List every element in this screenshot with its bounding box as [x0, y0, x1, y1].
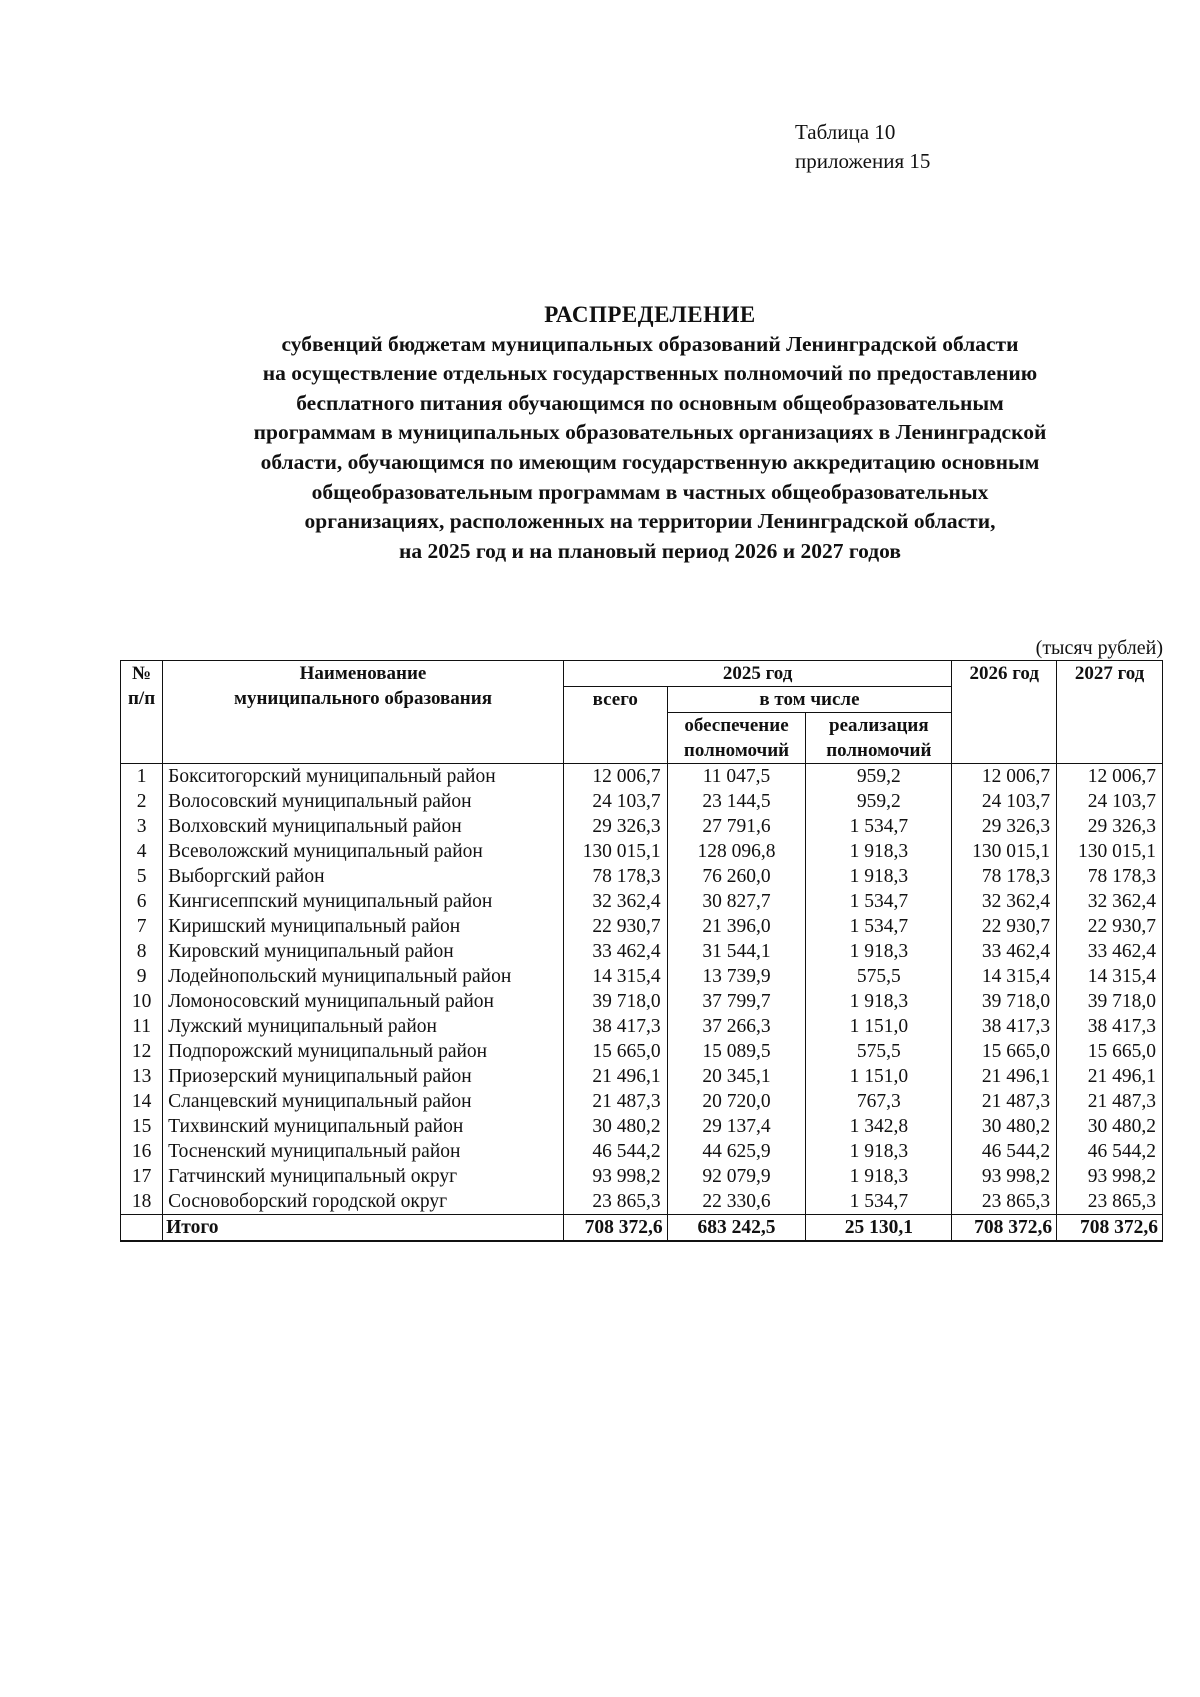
- title-line: организациях, расположенных на территории Ленинградской области,: [304, 509, 996, 534]
- realization-2025: 1 534,7: [806, 1189, 952, 1215]
- table-reference-note: [795, 118, 930, 176]
- total-2027: 130 015,1: [1057, 839, 1163, 864]
- total-2027: 30 480,2: [1057, 1114, 1163, 1139]
- document-title: [120, 300, 1180, 566]
- totals-realization: 25 130,1: [806, 1215, 952, 1242]
- total-2027: 32 362,4: [1057, 889, 1163, 914]
- realization-2025: 1 918,3: [806, 1164, 952, 1189]
- municipality-name: Лодейнопольский муниципальный район: [163, 964, 564, 989]
- row-number: 8: [121, 939, 163, 964]
- realization-2025: 1 534,7: [806, 914, 952, 939]
- municipality-name: Приозерский муниципальный район: [163, 1064, 564, 1089]
- provision-2025: 37 266,3: [667, 1014, 806, 1039]
- totals-2027: 708 372,6: [1057, 1215, 1163, 1242]
- header-number: № п/п: [121, 661, 163, 764]
- row-number: 3: [121, 814, 163, 839]
- title-heading: РАСПРЕДЕЛЕНИЕ: [544, 302, 756, 327]
- total-2026: 30 480,2: [952, 1114, 1057, 1139]
- total-2026: 14 315,4: [952, 964, 1057, 989]
- provision-2025: 31 544,1: [667, 939, 806, 964]
- total-2026: 39 718,0: [952, 989, 1057, 1014]
- table-row: [121, 1114, 1163, 1139]
- total-2026: 21 496,1: [952, 1064, 1057, 1089]
- provision-2025: 30 827,7: [667, 889, 806, 914]
- municipality-name: Бокситогорский муниципальный район: [163, 764, 564, 790]
- total-2026: 22 930,7: [952, 914, 1057, 939]
- realization-2025: 1 151,0: [806, 1014, 952, 1039]
- title-line: на 2025 год и на плановый период 2026 и 2027 годов: [399, 538, 901, 563]
- realization-2025: 1 918,3: [806, 839, 952, 864]
- provision-2025: 44 625,9: [667, 1139, 806, 1164]
- totals-total: 708 372,6: [563, 1215, 667, 1242]
- total-2026: 32 362,4: [952, 889, 1057, 914]
- table-row: [121, 1164, 1163, 1189]
- total-2026: 12 006,7: [952, 764, 1057, 790]
- municipality-name: Волховский муниципальный район: [163, 814, 564, 839]
- totals-num-cell: [121, 1215, 163, 1242]
- provision-2025: 20 345,1: [667, 1064, 806, 1089]
- total-2025: 21 487,3: [563, 1089, 667, 1114]
- municipality-name: Кингисеппский муниципальный район: [163, 889, 564, 914]
- municipality-name: Тосненский муниципальный район: [163, 1139, 564, 1164]
- total-2027: 23 865,3: [1057, 1189, 1163, 1215]
- total-2026: 93 998,2: [952, 1164, 1057, 1189]
- table-row: [121, 1014, 1163, 1039]
- provision-2025: 27 791,6: [667, 814, 806, 839]
- municipality-name: Подпорожский муниципальный район: [163, 1039, 564, 1064]
- table-row: [121, 839, 1163, 864]
- realization-2025: 575,5: [806, 964, 952, 989]
- realization-2025: 1 918,3: [806, 989, 952, 1014]
- provision-2025: 11 047,5: [667, 764, 806, 790]
- provision-2025: 21 396,0: [667, 914, 806, 939]
- row-number: 6: [121, 889, 163, 914]
- total-2027: 21 496,1: [1057, 1064, 1163, 1089]
- totals-2026: 708 372,6: [952, 1215, 1057, 1242]
- provision-2025: 76 260,0: [667, 864, 806, 889]
- row-number: 11: [121, 1014, 163, 1039]
- total-2025: 22 930,7: [563, 914, 667, 939]
- municipality-name: Ломоносовский муниципальный район: [163, 989, 564, 1014]
- total-2025: 24 103,7: [563, 789, 667, 814]
- header-realization: реализация полномочий: [806, 713, 952, 764]
- municipality-name: Сосновоборский городской округ: [163, 1189, 564, 1215]
- row-number: 14: [121, 1089, 163, 1114]
- title-line: программам в муниципальных образовательных организациях в Ленинградской: [253, 420, 1047, 445]
- row-number: 4: [121, 839, 163, 864]
- total-2027: 93 998,2: [1057, 1164, 1163, 1189]
- realization-2025: 1 918,3: [806, 864, 952, 889]
- total-2026: 24 103,7: [952, 789, 1057, 814]
- total-2026: 130 015,1: [952, 839, 1057, 864]
- subsidy-distribution-table: [120, 660, 1163, 1242]
- row-number: 7: [121, 914, 163, 939]
- realization-2025: 1 918,3: [806, 1139, 952, 1164]
- row-number: 12: [121, 1039, 163, 1064]
- table-row: [121, 789, 1163, 814]
- realization-2025: 959,2: [806, 764, 952, 790]
- total-2025: 39 718,0: [563, 989, 667, 1014]
- provision-2025: 22 330,6: [667, 1189, 806, 1215]
- header-year-2025: 2025 год: [563, 661, 951, 687]
- total-2025: 32 362,4: [563, 889, 667, 914]
- provision-2025: 92 079,9: [667, 1164, 806, 1189]
- realization-2025: 959,2: [806, 789, 952, 814]
- header-year-2027: 2027 год: [1057, 661, 1163, 764]
- realization-2025: 1 342,8: [806, 1114, 952, 1139]
- header-year-2026: 2026 год: [952, 661, 1057, 764]
- total-2026: 21 487,3: [952, 1089, 1057, 1114]
- header-provision: обеспечение полномочий: [667, 713, 806, 764]
- provision-2025: 37 799,7: [667, 989, 806, 1014]
- row-number: 18: [121, 1189, 163, 1215]
- total-2025: 130 015,1: [563, 839, 667, 864]
- total-2027: 38 417,3: [1057, 1014, 1163, 1039]
- total-2027: 39 718,0: [1057, 989, 1163, 1014]
- total-2026: 33 462,4: [952, 939, 1057, 964]
- table-row: [121, 1089, 1163, 1114]
- title-line: бесплатного питания обучающимся по основным общеобразовательным: [296, 390, 1004, 415]
- provision-2025: 29 137,4: [667, 1114, 806, 1139]
- realization-2025: 1 534,7: [806, 889, 952, 914]
- row-number: 10: [121, 989, 163, 1014]
- total-2026: 46 544,2: [952, 1139, 1057, 1164]
- total-2025: 14 315,4: [563, 964, 667, 989]
- table-row: [121, 989, 1163, 1014]
- units-label: (тысяч рублей): [1035, 637, 1163, 659]
- table-row: [121, 939, 1163, 964]
- title-line: субвенций бюджетам муниципальных образований Ленинградской области: [281, 331, 1019, 356]
- municipality-name: Гатчинский муниципальный округ: [163, 1164, 564, 1189]
- total-2025: 29 326,3: [563, 814, 667, 839]
- municipality-name: Всеволожский муниципальный район: [163, 839, 564, 864]
- table-row: [121, 889, 1163, 914]
- total-2025: 30 480,2: [563, 1114, 667, 1139]
- table-body: [121, 764, 1163, 1215]
- table-row: [121, 914, 1163, 939]
- totals-provision: 683 242,5: [667, 1215, 806, 1242]
- municipality-name: Волосовский муниципальный район: [163, 789, 564, 814]
- total-2025: 23 865,3: [563, 1189, 667, 1215]
- title-line: области, обучающимся по имеющим государственную аккредитацию основным: [260, 449, 1040, 474]
- total-2025: 46 544,2: [563, 1139, 667, 1164]
- provision-2025: 20 720,0: [667, 1089, 806, 1114]
- realization-2025: 1 918,3: [806, 939, 952, 964]
- row-number: 15: [121, 1114, 163, 1139]
- table-number: Таблица 10: [795, 120, 896, 144]
- totals-label: Итого: [163, 1215, 564, 1242]
- table-row: [121, 964, 1163, 989]
- municipality-name: Кировский муниципальный район: [163, 939, 564, 964]
- header-municipality: Наименование муниципального образования: [163, 661, 564, 764]
- provision-2025: 128 096,8: [667, 839, 806, 864]
- total-2027: 12 006,7: [1057, 764, 1163, 790]
- total-2025: 38 417,3: [563, 1014, 667, 1039]
- header-total: всего: [563, 687, 667, 764]
- realization-2025: 575,5: [806, 1039, 952, 1064]
- row-number: 9: [121, 964, 163, 989]
- provision-2025: 23 144,5: [667, 789, 806, 814]
- total-2027: 46 544,2: [1057, 1139, 1163, 1164]
- total-2025: 12 006,7: [563, 764, 667, 790]
- row-number: 16: [121, 1139, 163, 1164]
- total-2027: 78 178,3: [1057, 864, 1163, 889]
- realization-2025: 767,3: [806, 1089, 952, 1114]
- row-number: 1: [121, 764, 163, 790]
- total-2027: 21 487,3: [1057, 1089, 1163, 1114]
- provision-2025: 15 089,5: [667, 1039, 806, 1064]
- municipality-name: Сланцевский муниципальный район: [163, 1089, 564, 1114]
- total-2026: 29 326,3: [952, 814, 1057, 839]
- table-row: [121, 1039, 1163, 1064]
- table-row: [121, 864, 1163, 889]
- municipality-name: Киришский муниципальный район: [163, 914, 564, 939]
- municipality-name: Тихвинский муниципальный район: [163, 1114, 564, 1139]
- total-2027: 14 315,4: [1057, 964, 1163, 989]
- table-row: [121, 1139, 1163, 1164]
- row-number: 13: [121, 1064, 163, 1089]
- totals-row: [121, 1215, 1163, 1242]
- table-row: [121, 1064, 1163, 1089]
- title-line: на осуществление отдельных государственных полномочий по предоставлению: [262, 361, 1038, 386]
- total-2027: 22 930,7: [1057, 914, 1163, 939]
- municipality-name: Выборгский район: [163, 864, 564, 889]
- realization-2025: 1 151,0: [806, 1064, 952, 1089]
- realization-2025: 1 534,7: [806, 814, 952, 839]
- municipality-name: Лужский муниципальный район: [163, 1014, 564, 1039]
- total-2027: 24 103,7: [1057, 789, 1163, 814]
- total-2026: 78 178,3: [952, 864, 1057, 889]
- header-including: в том числе: [667, 687, 952, 713]
- total-2027: 15 665,0: [1057, 1039, 1163, 1064]
- total-2025: 15 665,0: [563, 1039, 667, 1064]
- provision-2025: 13 739,9: [667, 964, 806, 989]
- table-row: [121, 764, 1163, 790]
- title-line: общеобразовательным программам в частных общеобразовательных: [311, 479, 989, 504]
- total-2026: 15 665,0: [952, 1039, 1057, 1064]
- total-2027: 29 326,3: [1057, 814, 1163, 839]
- table-row: [121, 1189, 1163, 1215]
- total-2026: 23 865,3: [952, 1189, 1057, 1215]
- total-2025: 21 496,1: [563, 1064, 667, 1089]
- total-2025: 33 462,4: [563, 939, 667, 964]
- total-2025: 93 998,2: [563, 1164, 667, 1189]
- appendix-number: приложения 15: [795, 149, 931, 173]
- total-2025: 78 178,3: [563, 864, 667, 889]
- total-2026: 38 417,3: [952, 1014, 1057, 1039]
- row-number: 17: [121, 1164, 163, 1189]
- row-number: 2: [121, 789, 163, 814]
- table-row: [121, 814, 1163, 839]
- row-number: 5: [121, 864, 163, 889]
- total-2027: 33 462,4: [1057, 939, 1163, 964]
